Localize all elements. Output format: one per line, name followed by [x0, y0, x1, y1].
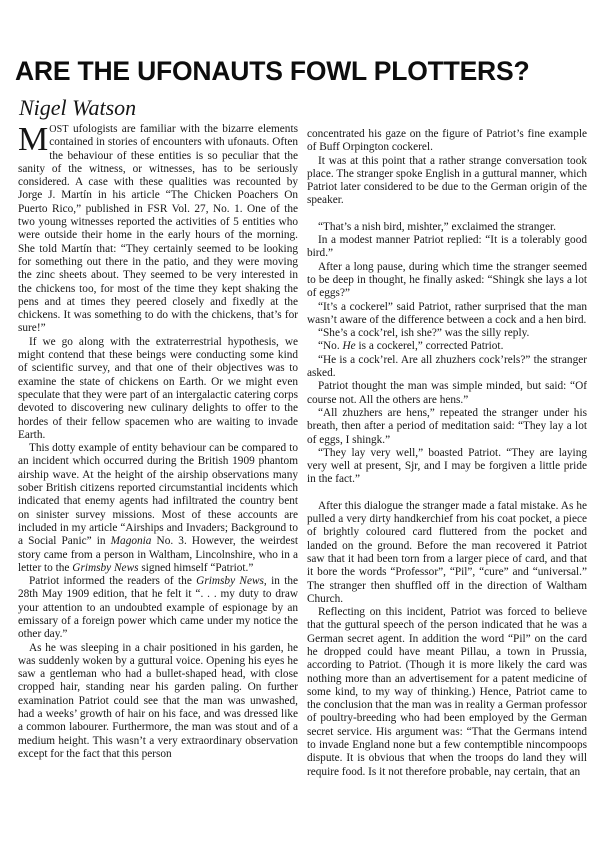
- left-column: [18, 123, 298, 838]
- right-column: [307, 128, 587, 843]
- dialogue-line: Patriot thought the man was simple minded, but said: “Of course not. All the others are hens.”: [307, 380, 587, 406]
- paragraph-reflection: Reflecting on this incident, Patriot was forced to believe that the guttural speech of the person indicated that he was a German secret agent. In addition the word “Pil” on the card he dropped could have meant Pillau, a town in Prussia, according to Patriot. (Though it is more likely the card was nothing more than an advertisement for a patent medicine of some kind, to my way of thinking.) Hence, Patriot came to the conclusion that the man was in reality a German professor of poultry-breeding who had been employed by the German secret service. His argument was: “That the Germans intend to invade England none but a few contemptible nincompoops dispute. It is obvious that when the troops do land they will require food. Is it not therefore probable, nay certain, that an: [307, 606, 587, 778]
- dialogue-line: “No. He is a cockerel,” corrected Patriot.: [318, 340, 504, 353]
- drop-cap: M: [18, 123, 49, 158]
- paragraph-conversation: It was at this point that a rather strange conversation took place. The stranger spoke English in a guttural manner, which Patriot later considered to be due to the German origin of the speaker.: [307, 154, 587, 207]
- dialogue-line: “She’s a cock’rel, ish she?” was the silly reply.: [318, 327, 530, 340]
- paragraph-patriot-letter: Patriot informed the readers of the Grimsby News, in the 28th May 1909 edition, that he felt it “. . . my duty to draw your attention to an undoubted example of espionage by an emissary of a foreign power which came under my notice the other day.”: [18, 575, 298, 641]
- paragraph-intro: [18, 123, 298, 336]
- dialogue-line: “He is a cock’rel. Are all zhuzhers cock’rels?” the stranger asked.: [307, 353, 587, 380]
- paragraph-hypothesis: If we go along with the extraterrestrial hypothesis, we might contend that these beings were conducting some kind of scientific survey, and that one of their objectives was to examine the state of chickens on Earth. Or we might even speculate that they were part of an intergalactic catering corps devoted to discovering new culinary delights to offer to the hordes of their fellow spacemen who are waiting to invade Earth.: [18, 335, 298, 441]
- paragraph-garden-encounter: As he was sleeping in a chair positioned in his garden, he was suddenly woken by a guttural voice. Opening his eyes he saw a gentleman who had a bullet-shaped head, with close cropped hair, standing near his garden paling. On further examination Patriot could see that the man was unwashed, had a weeks’ growth of hair on his face, and was dressed like a common labourer. Furthermore, the man was stout and of a medium height. This wasn’t a very extraordinary observation except for the fact that this person: [18, 641, 298, 760]
- dialogue-line: After a long pause, during which time the stranger seemed to be deep in thought, he finally asked: “Shingk she lays a lot of eggs?”: [307, 260, 587, 300]
- dialogue-line: “It’s a cockerel” said Patriot, rather surprised that the man wasn’t aware of the difference between a cock and a hen bird.: [307, 300, 587, 326]
- paragraph-fatal-mistake: After this dialogue the stranger made a fatal mistake. As he pulled a very dirty handkerchief from his coat pocket, a piece of brightly coloured card fluttered from the pocket and landed on the ground. Before the man recovered it Patriot saw that it had been torn from a larger piece of card, and that it bore the words “Professor”, “Pil”, “cure” and “universal.” The stranger then shuffled off in the direction of Waltham Church.: [307, 499, 587, 605]
- article-title: ARE THE UFONAUTS FOWL PLOTTERS?: [15, 56, 530, 86]
- paragraph-text: ufologists are familiar with the bizarre elements contained in stories of encounters with ufonauts. Often the behaviour of these entities is so peculiar that the sanity of the witness, or witnesses, has to be seriously considered. A case with these qualities was recounted by Jorge J. Martín in his article “The Chicken Poachers On Puerto Rico,” published in FSR Vol. 27, No. 1. One of the two young witnesses reported the activities of 5 entities who were outside their home in the early hours of the morning. She told Martín that: “They certainly seemed to be looking for something out there in the patio, and they were moving the zinc sheets about. They seemed to be very interested in the chickens too, for most of the time they kept shaking the pens and at times they peered closely and fixedly at the chickens. It was something to do with the chickens, that’s for sure!”: [18, 123, 298, 335]
- dialogue-line: “They lay very well,” boasted Patriot. “They are laying very well at present, Sjr, and I may be forgiven a little pride in the fact.”: [307, 446, 587, 486]
- emphasis: He: [342, 340, 356, 353]
- dialogue-line: “All zhuzhers are hens,” repeated the stranger under his breath, then after a period of meditation said: “They lay a lot of eggs, I shingk.”: [307, 406, 587, 446]
- small-caps-lead: OST: [49, 124, 69, 135]
- newspaper-title: Grimsby News,: [196, 575, 267, 588]
- paragraph-airship-wave: This dotty example of entity behaviour can be compared to an incident which occurred during the British 1909 phantom airship wave. At the height of the airship observations many sober British citizens reported circumstantial incidents which indicated that enemy agents had infiltrated the country bent on sinister survey missions. Most of these accounts are included in my article “Airships and Invaders; Background to a Social Panic” in Magonia No. 3. However, the weirdest story came from a person in Waltham, Lincolnshire, who in a letter to the Grimsby News signed himself “Patriot.”: [18, 442, 298, 574]
- newspaper-title: Grimsby News: [72, 561, 139, 574]
- magazine-title: Magonia: [110, 535, 152, 548]
- paragraph-continuation: concentrated his gaze on the figure of Patriot’s fine example of Buff Orpington cockerel.: [307, 128, 587, 154]
- article-author: Nigel Watson: [19, 95, 137, 120]
- dialogue-line: In a modest manner Patriot replied: “It is a tolerably good bird.”: [307, 234, 587, 260]
- dialogue-line: “That’s a nish bird, mishter,” exclaimed the stranger.: [318, 220, 556, 233]
